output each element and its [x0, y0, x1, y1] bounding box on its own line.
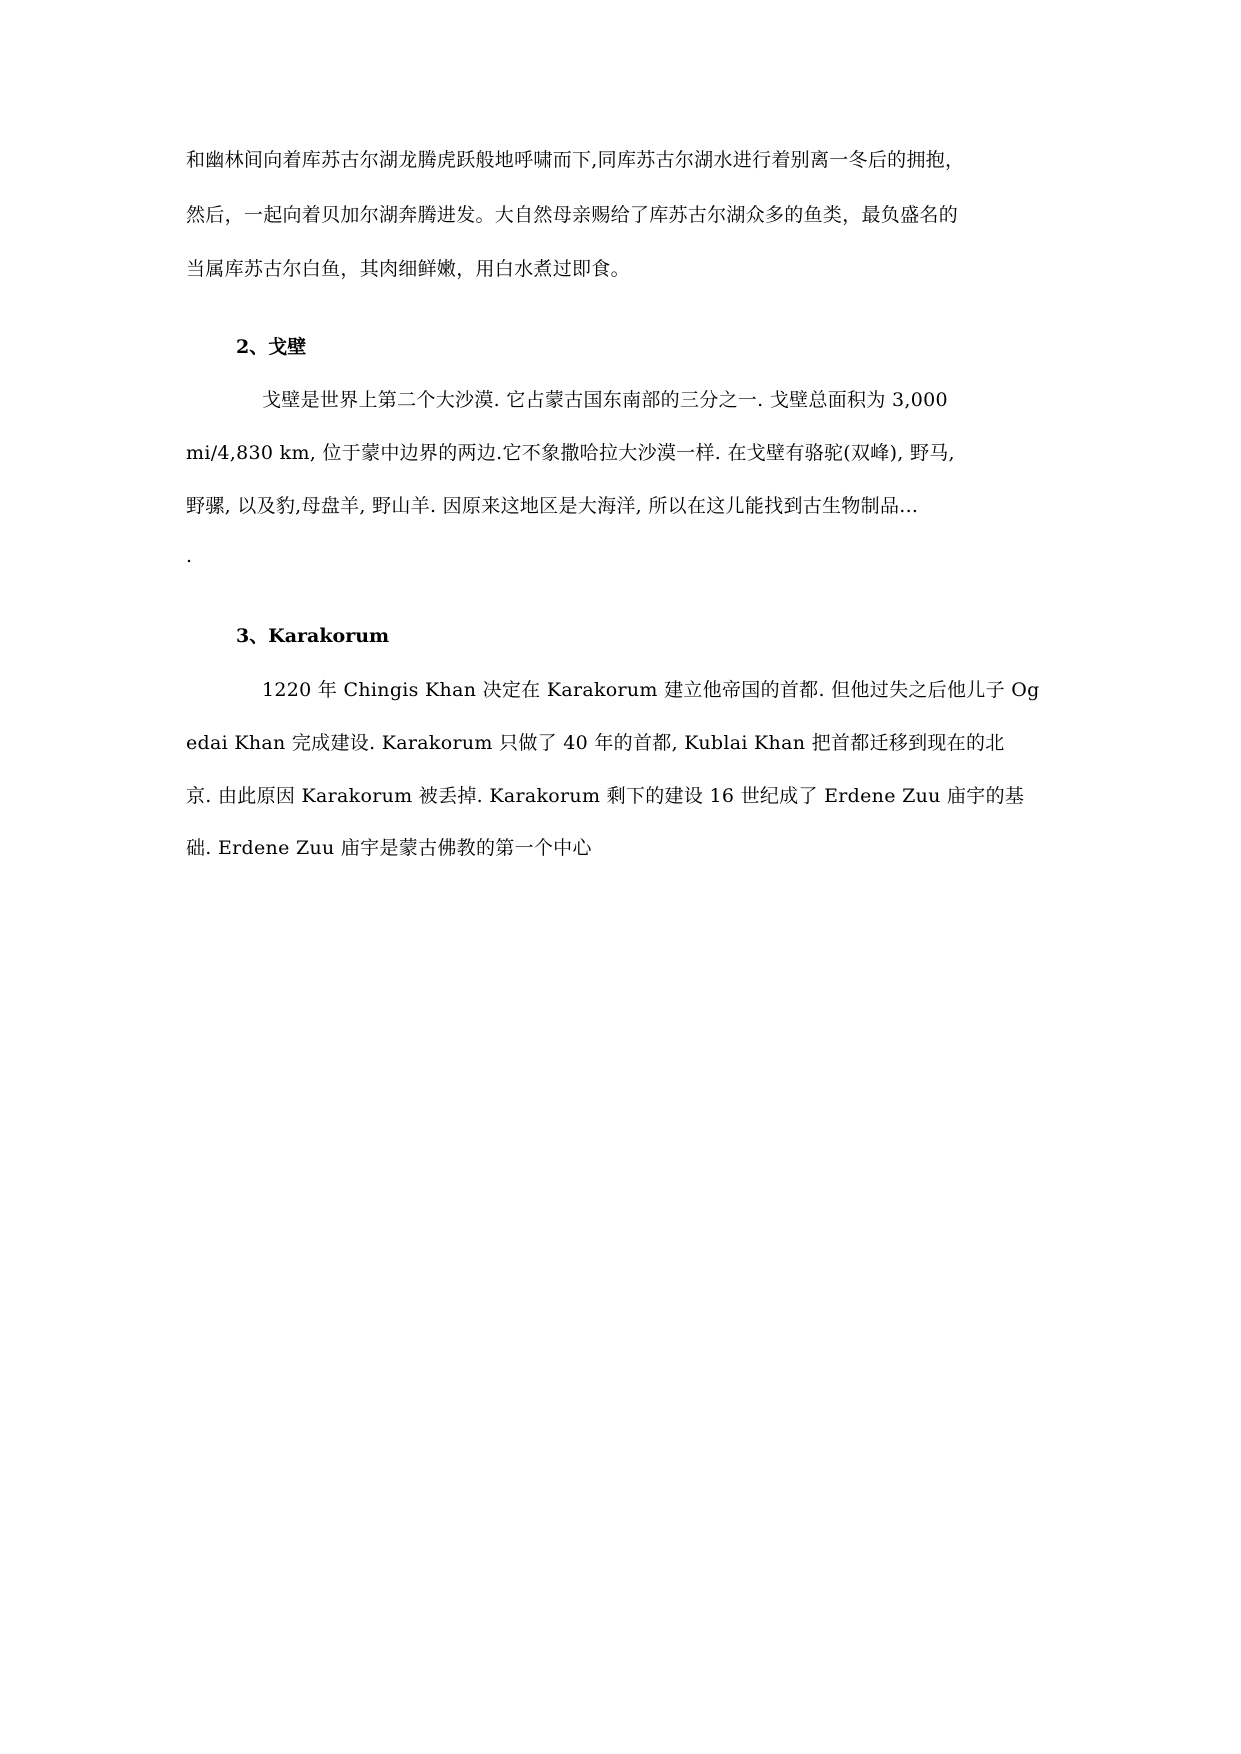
gobi-line-4: .: [186, 545, 193, 567]
intro-line-3: 当属库苏古尔白鱼，其肉细鲜嫩，用白水煮过即食。: [186, 258, 630, 280]
intro-line-1: 和幽林间向着库苏古尔湖龙腾虎跃般地呼啸而下,同库苏古尔湖水进行着别离一冬后的拥抱，: [186, 149, 965, 171]
section-heading-karakorum: 3、Karakorum: [236, 625, 390, 647]
karakorum-line-3: 京. 由此原因 Karakorum 被丢掉. Karakorum 剩下的建设 16 世纪成了 Erdene Zuu 庙宇的基: [186, 785, 1025, 807]
karakorum-line-1: 1220 年 Chingis Khan 决定在 Karakorum 建立他帝国的首都. 但他过失之后他儿子 Og: [262, 679, 1040, 701]
karakorum-line-4: 础. Erdene Zuu 庙宇是蒙古佛教的第一个中心: [186, 837, 592, 859]
gobi-line-3: 野骡, 以及豹,母盘羊, 野山羊. 因原来这地区是大海洋, 所以在这儿能找到古生物制品...: [186, 495, 919, 517]
section-heading-gobi: 2、戈壁: [236, 336, 307, 358]
gobi-line-1: 戈壁是世界上第二个大沙漠. 它占蒙古国东南部的三分之一. 戈壁总面积为 3,000: [262, 389, 948, 411]
karakorum-line-2: edai Khan 完成建设. Karakorum 只做了 40 年的首都, Kublai Khan 把首都迁移到现在的北: [186, 732, 1005, 754]
intro-line-2: 然后，一起向着贝加尔湖奔腾进发。大自然母亲赐给了库苏古尔湖众多的鱼类，最负盛名的: [186, 204, 959, 226]
gobi-line-2: mi/4,830 km, 位于蒙中边界的两边.它不象撒哈拉大沙漠一样. 在戈壁有骆驼(双峰), 野马,: [186, 442, 955, 464]
